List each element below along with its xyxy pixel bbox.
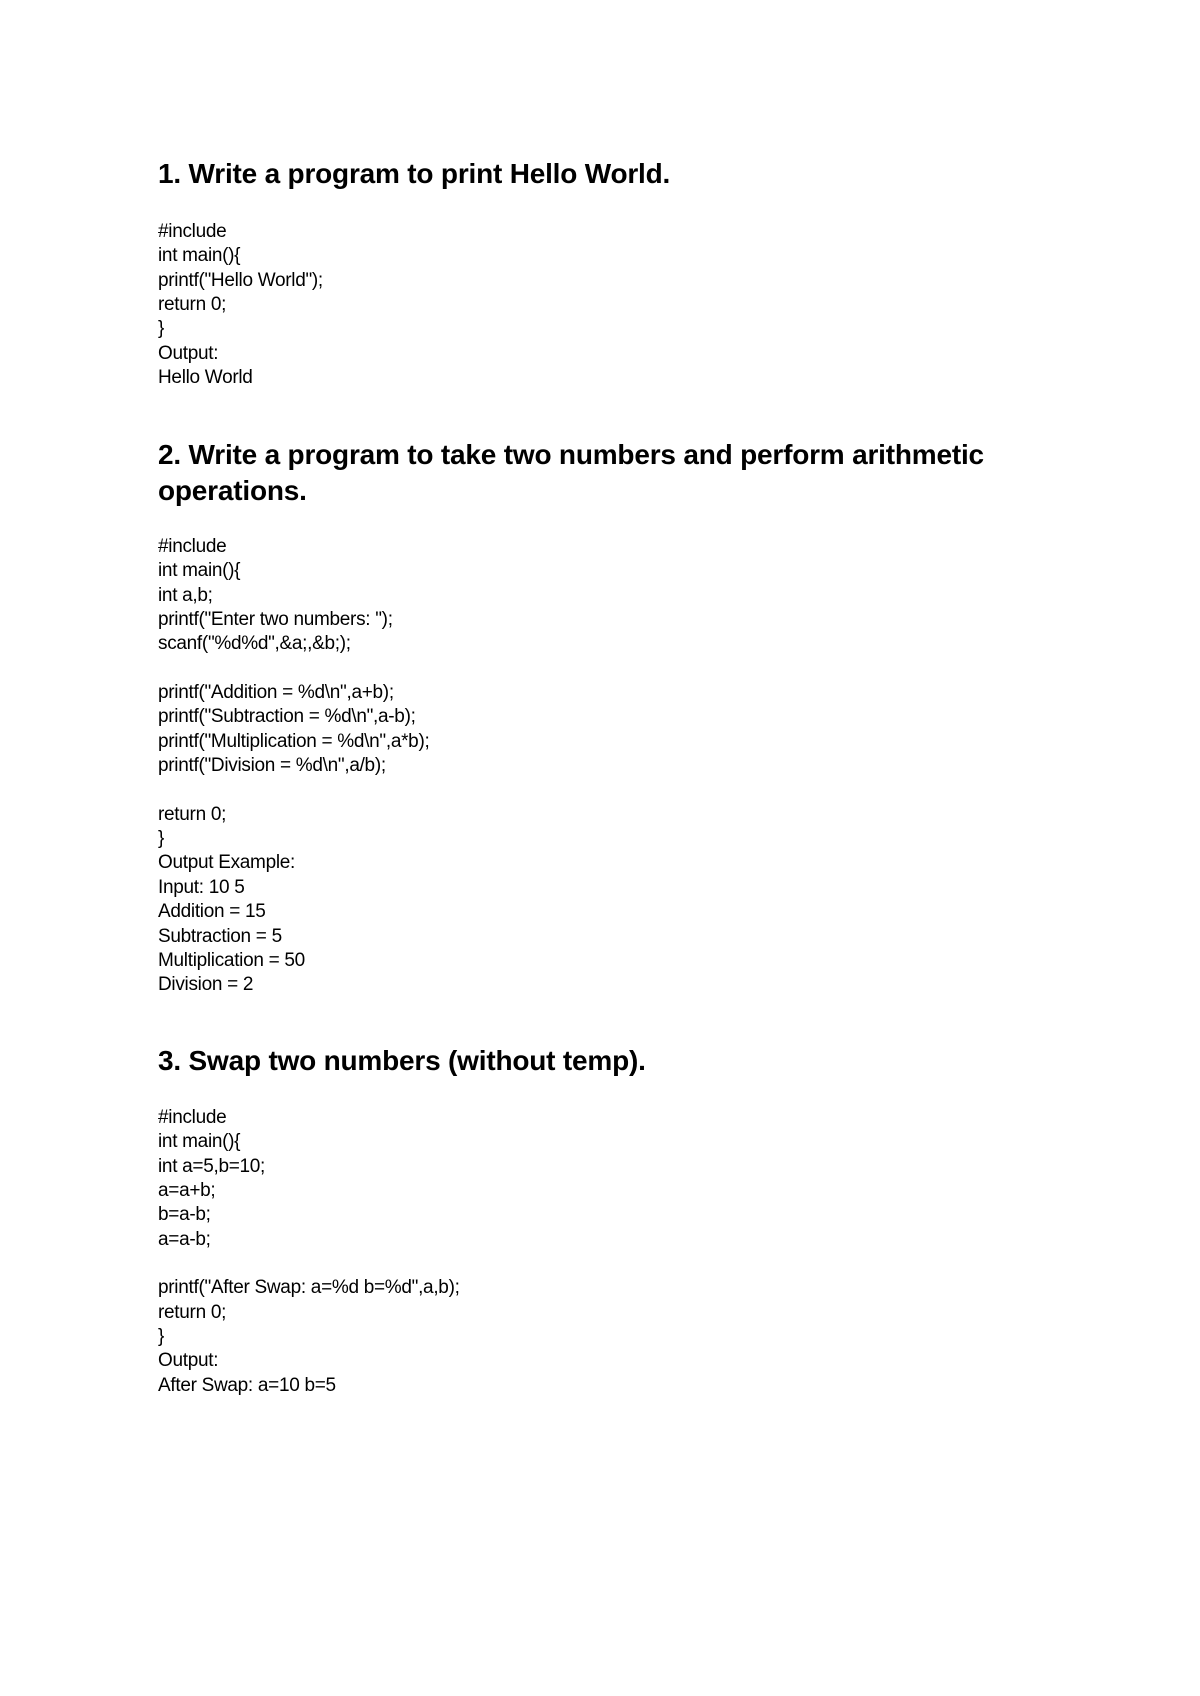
output-line: Input: 10 5 (158, 876, 245, 898)
code-line: a=a-b; (158, 1228, 211, 1250)
code-line: printf("Division = %d\n",a/b); (158, 755, 386, 777)
blank-line (158, 778, 429, 802)
code-line: printf("Subtraction = %d\n",a-b); (158, 706, 416, 728)
output-line: Subtraction = 5 (158, 925, 282, 947)
code-line: b=a-b; (158, 1204, 211, 1226)
document-page (158, 0, 1118, 1696)
code-line: scanf("%d%d",&a;,&b;); (158, 633, 351, 655)
code-line: int main(){ (158, 1131, 241, 1153)
section-hello-world (158, 156, 1118, 389)
code-listing (158, 1106, 460, 1398)
code-line: printf("After Swap: a=%d b=%d",a,b); (158, 1277, 460, 1299)
code-listing (158, 535, 429, 998)
output-label: Output: (158, 1350, 219, 1372)
code-line: printf("Multiplication = %d\n",a*b); (158, 730, 430, 752)
section-heading: 1. Write a program to print Hello World. (158, 158, 671, 189)
code-line: int a,b; (158, 584, 213, 606)
code-line: } (158, 828, 165, 850)
output-label: Output Example: (158, 852, 296, 874)
section-swap (158, 1043, 1118, 1396)
code-listing (158, 220, 323, 390)
blank-line (158, 1252, 460, 1276)
code-line: } (158, 318, 165, 340)
code-line: return 0; (158, 803, 227, 825)
blank-line (158, 657, 429, 681)
code-line: int main(){ (158, 560, 241, 582)
code-line: int main(){ (158, 245, 241, 267)
code-line: return 0; (158, 1301, 227, 1323)
code-line: } (158, 1326, 165, 1348)
code-line: #include (158, 1107, 227, 1128)
code-line: printf("Addition = %d\n",a+b); (158, 682, 394, 704)
code-line: int a=5,b=10; (158, 1155, 266, 1177)
code-line: #include (158, 536, 227, 557)
output-line: After Swap: a=10 b=5 (158, 1374, 336, 1396)
code-line: a=a+b; (158, 1180, 216, 1202)
code-line: return 0; (158, 294, 227, 316)
section-arithmetic (158, 437, 1118, 996)
output-line: Multiplication = 50 (158, 949, 305, 971)
section-heading: 3. Swap two numbers (without temp). (158, 1045, 646, 1076)
code-line: #include (158, 221, 227, 242)
section-heading: 2. Write a program to take two numbers and perform arithmetic operations. (158, 439, 984, 506)
code-line: printf("Enter two numbers: "); (158, 609, 393, 631)
output-label: Output: (158, 342, 219, 364)
output-line: Hello World (158, 367, 253, 389)
code-line: printf("Hello World"); (158, 269, 323, 291)
output-line: Addition = 15 (158, 901, 266, 923)
output-line: Division = 2 (158, 974, 254, 996)
